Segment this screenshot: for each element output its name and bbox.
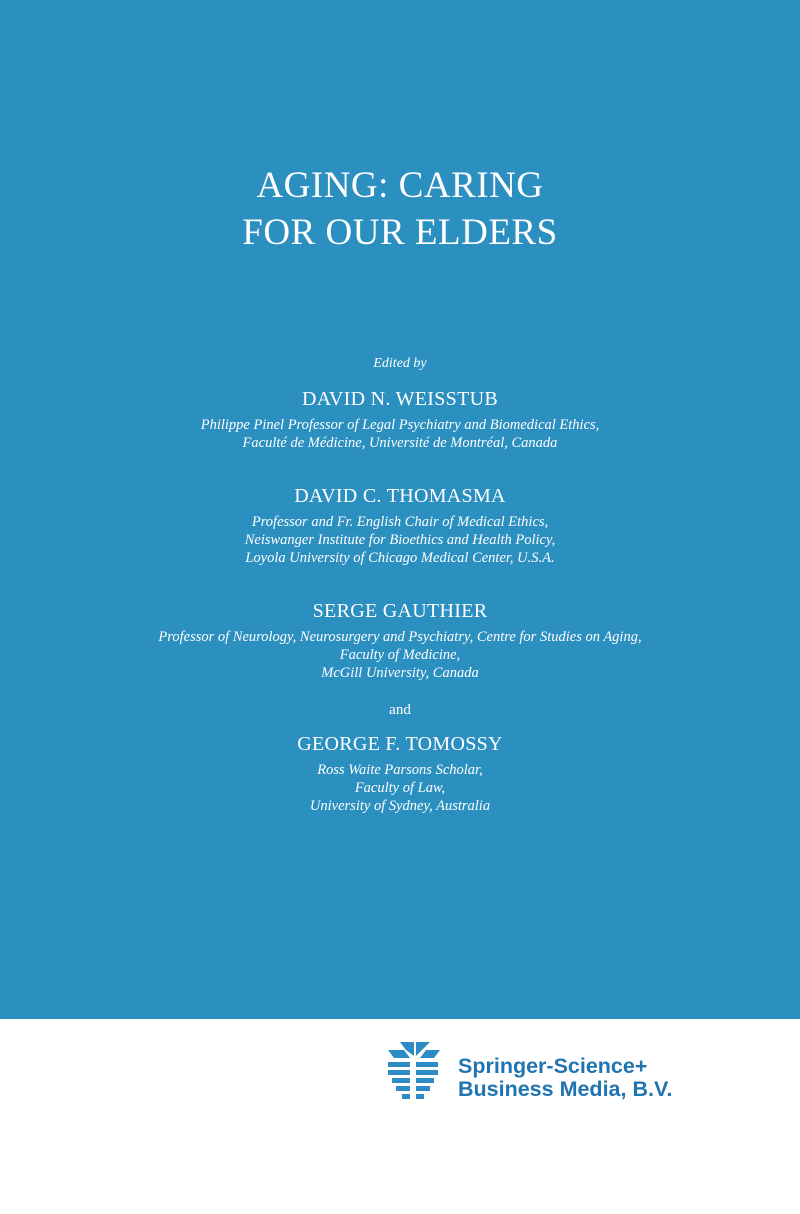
title-line-2: FOR OUR ELDERS [242, 212, 558, 253]
and-conjunction: and [389, 702, 411, 718]
book-title [0, 162, 800, 256]
editor-thomasma [0, 484, 800, 567]
editor-name: DAVID N. WEISSTUB [301, 388, 499, 410]
publisher-name [458, 1055, 672, 1101]
editor-affiliation-line: Professor and Fr. English Chair of Medical Ethics, [251, 514, 549, 530]
editor-weisstub [0, 387, 800, 452]
editor-tomossy [0, 732, 800, 815]
editor-affiliation-line: Faculty of Law, [354, 780, 446, 796]
editor-affiliation-line: Loyola University of Chicago Medical Center, U.S.A. [245, 550, 555, 566]
editor-affiliation-line: Faculté de Médicine, Université de Montréal, Canada [242, 435, 558, 451]
editor-affiliation-line: Ross Waite Parsons Scholar, [317, 762, 483, 778]
publisher-line-1: Springer-Science+ [458, 1054, 648, 1078]
editor-gauthier [0, 599, 800, 682]
edited-by-label: Edited by [373, 356, 427, 371]
editor-name: SERGE GAUTHIER [312, 600, 488, 622]
editor-affiliation-line: Neiswanger Institute for Bioethics and Health Policy, [244, 532, 556, 548]
editor-name: DAVID C. THOMASMA [294, 485, 506, 507]
editor-affiliation-line: Faculty of Medicine, [339, 647, 461, 663]
editor-affiliation-line: McGill University, Canada [321, 665, 479, 681]
editor-name: GEORGE F. TOMOSSY [297, 733, 503, 755]
editor-affiliation-line: Professor of Neurology, Neurosurgery and Psychiatry, Centre for Studies on Aging, [158, 629, 642, 645]
editor-affiliation-line: Philippe Pinel Professor of Legal Psychiatry and Biomedical Ethics, [200, 417, 600, 433]
title-line-1: AGING: CARING [256, 165, 544, 206]
publisher-line-2: Business Media, B.V. [458, 1077, 673, 1101]
editor-affiliation-line: University of Sydney, Australia [309, 798, 491, 814]
springer-logo-icon [386, 1042, 440, 1104]
